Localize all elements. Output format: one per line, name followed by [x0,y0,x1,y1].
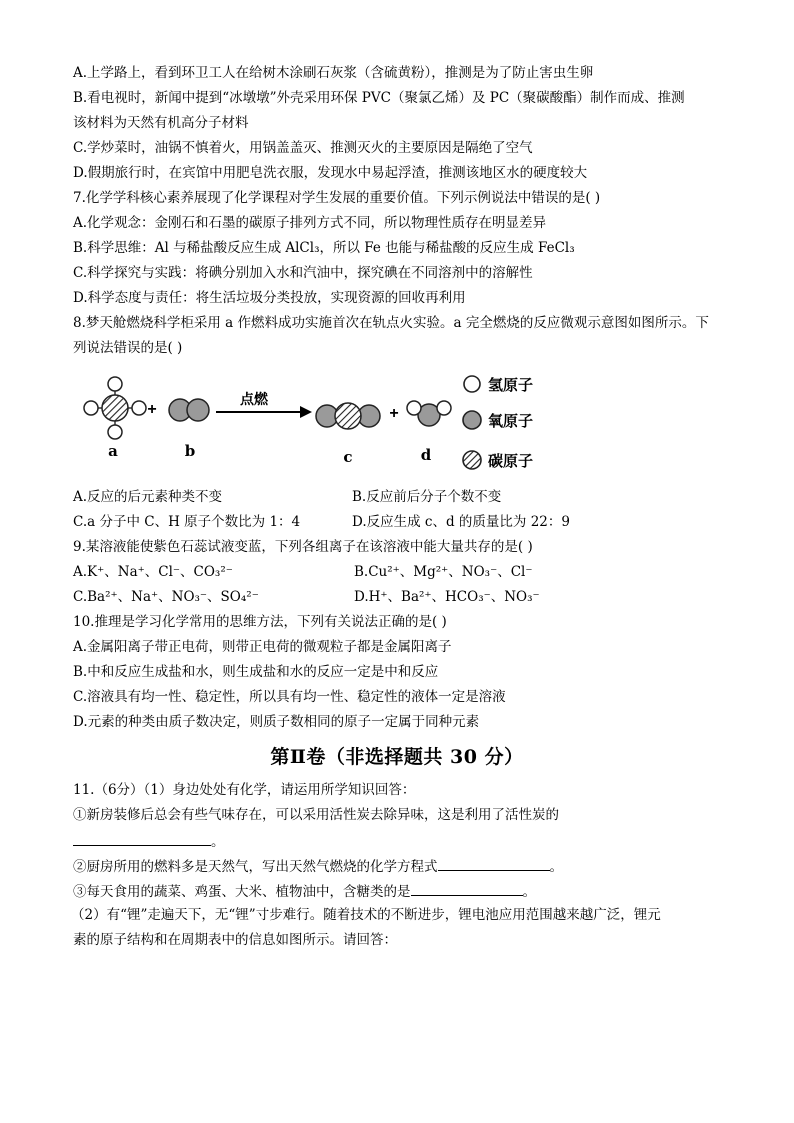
hydrogen-atom-icon [437,401,451,415]
hydrogen-legend-icon [464,376,480,392]
hydrogen-atom-icon [407,401,421,415]
q9-option-a: A.K⁺、Na⁺、Cl⁻、CO₃²⁻ [73,564,233,580]
q11-sub1-end: 。 [211,834,225,850]
molecule-b [169,399,209,421]
hydrogen-atom-icon [132,401,146,415]
plus-sign-2: + [389,405,399,422]
q7-option-d: D.科学态度与责任：将生活垃圾分类投放，实现资源的回收再利用 [73,290,466,306]
q11-part2-line2: 素的原子结构和在周期表中的信息如图所示。请回答： [73,932,397,948]
q8-option-d: D.反应生成 c、d 的质量比为 22：9 [352,514,570,530]
q10-stem: 10.推理是学习化学常用的思维方法，下列有关说法正确的是( ) [73,614,447,630]
q7-option-a: A.化学观念：金刚石和石墨的碳原子排列方式不同，所以物理性质存在明显差异 [73,215,547,231]
legend-carbon: 碳原子 [488,452,534,470]
q10-option-c: C.溶液具有均一性、稳定性，所以具有均一性、稳定性的液体一定是溶液 [73,689,506,705]
hydrogen-atom-icon [108,377,122,391]
q9-option-c: C.Ba²⁺、Na⁺、NO₃⁻、SO₄²⁻ [73,589,259,605]
label-b: b [184,442,196,460]
legend [463,376,533,470]
q9-stem: 9.某溶液能使紫色石蕊试液变蓝，下列各组离子在该溶液中能大量共存的是( ) [73,539,533,555]
q6-option-b-line1: B.看电视时，新闻中提到“冰墩墩”外壳采用环保 PVC（聚氯乙烯）及 PC（聚碳酸酯）制作而成、推测 [73,90,685,106]
q11-sub3: ③每天食用的蔬菜、鸡蛋、大米、植物油中，含糖类的是 [73,884,411,900]
molecule-c [316,403,380,429]
answer-blank-1[interactable] [73,831,211,846]
q11-part2-line1: （2）有“锂”走遍天下，无“锂”寸步难行。随着技术的不断进步，锂电池应用范围越来越广泛，锂元 [71,907,661,923]
q11-sub1-answer [73,831,225,851]
q10-option-d: D.元素的种类由质子数决定，则质子数相同的原子一定属于同种元素 [73,714,480,730]
label-d: d [420,446,432,464]
q6-option-c: C.学炒菜时，油锅不慎着火，用锅盖盖灭、推测灭火的主要原因是隔绝了空气 [73,140,533,156]
q11-sub2-end: 。 [549,859,563,875]
oxygen-atom-icon [187,399,209,421]
q8-option-b: B.反应前后分子个数不变 [352,489,502,505]
q10-option-a: A.金属阳离子带正电荷，则带正电荷的微观粒子都是金属阳离子 [73,639,452,655]
q11-sub2-line [73,856,563,876]
q11-sub3-end: 。 [522,884,536,900]
q6-option-a: A.上学路上，看到环卫工人在给树木涂刷石灰浆（含硫黄粉），推测是为了防止害虫生卵 [73,65,594,81]
answer-blank-2[interactable] [438,856,550,871]
q8-option-c: C.a 分子中 C、H 原子个数比为 1：4 [73,514,301,530]
carbon-atom-icon [102,395,128,421]
q9-option-d: D.H⁺、Ba²⁺、HCO₃⁻、NO₃⁻ [354,589,540,605]
q11-sub2: ②厨房所用的燃料多是天然气，写出天然气燃烧的化学方程式 [73,859,438,875]
legend-oxygen: 氧原子 [488,412,534,430]
answer-blank-3[interactable] [411,881,523,896]
q11-sub3-line [73,881,536,901]
hydrogen-atom-icon [84,401,98,415]
legend-hydrogen: 氢原子 [488,376,534,394]
oxygen-legend-icon [463,411,481,429]
plus-sign-1: + [147,401,157,418]
q8-stem-line1: 8.梦天舱燃烧科学柜采用 a 作燃料成功实施首次在轨点火实验。a 完全燃烧的反应微观示意图如图所示。下 [73,315,709,331]
arrow-condition-label: 点燃 [240,392,268,408]
q6-option-d: D.假期旅行时，在宾馆中用肥皂洗衣服，发现水中易起浮渣，推测该地区水的硬度较大 [73,165,588,181]
section-title: 第Ⅱ卷（非选择题共 30 分） [270,746,524,768]
q7-option-c: C.科学探究与实践：将碘分别加入水和汽油中，探究碘在不同溶剂中的溶解性 [73,265,533,281]
q11-stem: 11.（6分）（1）身边处处有化学，请运用所学知识回答： [73,782,416,798]
q7-option-b: B.科学思维：Al 与稀盐酸反应生成 AlCl₃，所以 Fe 也能与稀盐酸的反应生成 FeCl₃ [73,240,575,256]
q9-option-b: B.Cu²⁺、Mg²⁺、NO₃⁻、Cl⁻ [354,564,533,580]
q6-option-b-line2: 该材料为天然有机高分子材料 [73,115,249,131]
q8-stem-line2: 列说法错误的是( ) [73,340,183,356]
label-c: c [343,448,353,466]
molecule-d [407,401,451,426]
label-a: a [108,442,118,460]
hydrogen-atom-icon [108,425,122,439]
q10-option-b: B.中和反应生成盐和水，则生成盐和水的反应一定是中和反应 [73,664,439,680]
q7-stem: 7.化学学科核心素养展现了化学课程对学生发展的重要价值。下列示例说法中错误的是( ) [73,190,601,206]
carbon-legend-icon [463,451,481,469]
reaction-micro-diagram [68,368,558,480]
q8-option-a: A.反应的后元素种类不变 [73,489,223,505]
carbon-atom-icon [335,403,361,429]
q11-sub1: ①新房装修后总会有些气味存在，可以采用活性炭去除异味，这是利用了活性炭的 [73,807,559,823]
molecule-a [84,377,146,439]
